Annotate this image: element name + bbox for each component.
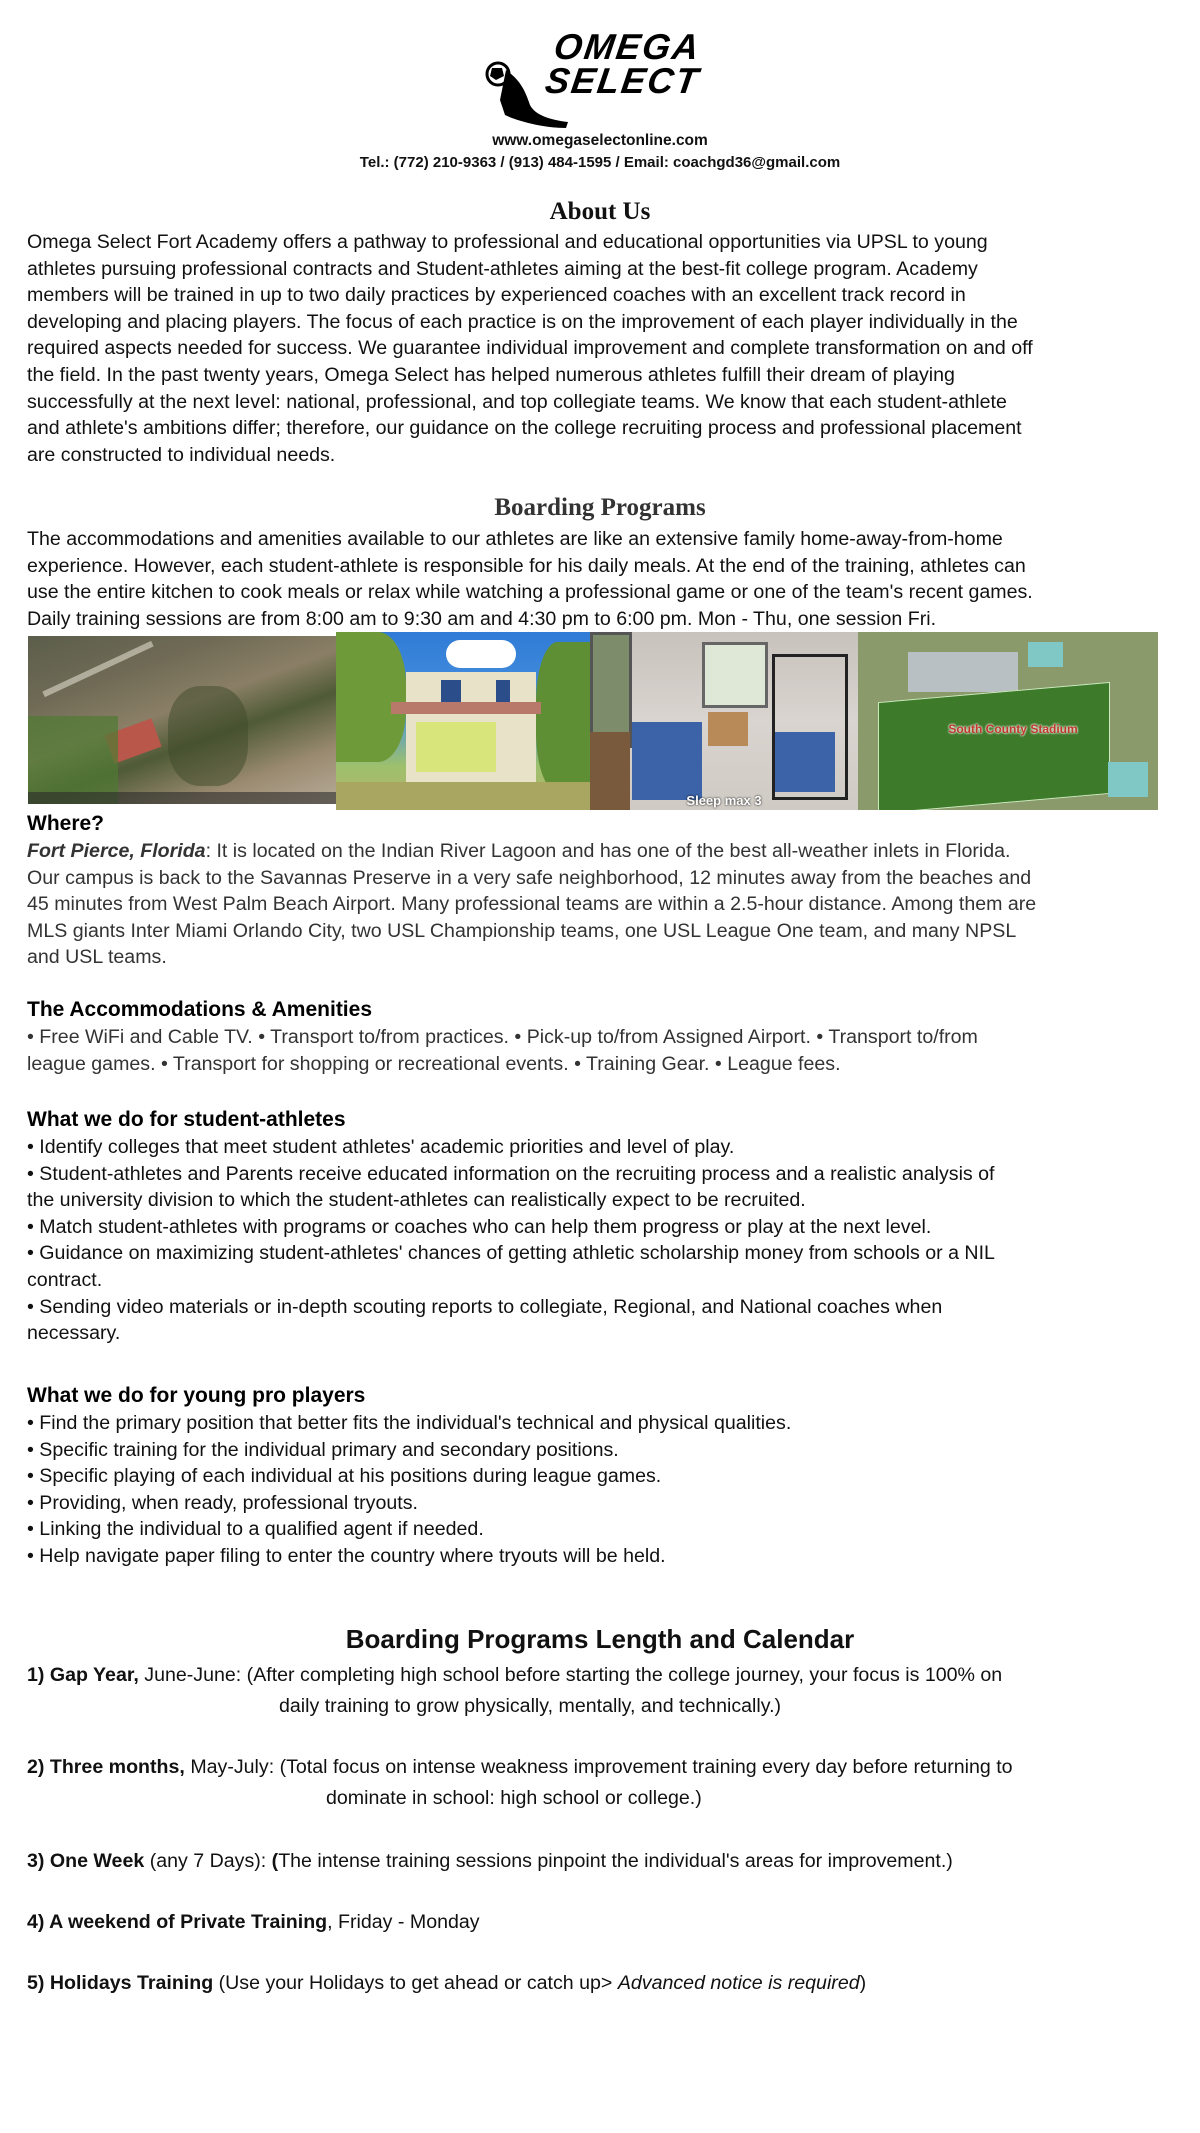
student-athletes-heading: What we do for student-athletes <box>27 1108 346 1131</box>
boarding-line: experience. However, each student-athlete is responsible for his daily meals. At the end of the training, athletes can <box>27 554 1026 577</box>
program-desc-cont: daily training to grow physically, mentally, and technically.) <box>279 1695 782 1717</box>
pro-players-list <box>27 1410 1177 1570</box>
program-weekend <box>27 1907 1177 1938</box>
where-line: 45 minutes from West Palm Beach Airport. Many professional teams are within a 2.5-hour distance. Among them are <box>27 893 1037 916</box>
stadium-photo <box>858 632 1158 810</box>
list-item: contract. <box>27 1268 103 1291</box>
program-desc: (any 7 Days): <box>144 1850 272 1872</box>
where-first-line <box>27 838 1177 865</box>
advance-notice-note: Advanced notice is required <box>617 1972 860 1994</box>
where-line: Our campus is back to the Savannas Preserve in a very safe neighborhood, 12 minutes away from the beaches and <box>27 866 1032 889</box>
boarding-programs-heading: Boarding Programs <box>494 494 706 521</box>
amenities-line: • Free WiFi and Cable TV. • Transport to/from practices. • Pick-up to/from Assigned Airport. • Transport to/from <box>27 1026 978 1048</box>
list-item: • Specific training for the individual primary and secondary positions. <box>27 1438 619 1461</box>
about-us-heading: About Us <box>549 198 651 225</box>
website-link[interactable]: www.omegaselectonline.com <box>492 132 708 149</box>
program-name: 5) Holidays Training <box>27 1972 214 1994</box>
aerial-neighborhood-photo <box>28 636 336 804</box>
logo-line-select: SELECT <box>542 60 703 101</box>
bedroom-caption: Sleep max 3 <box>686 793 762 808</box>
program-gap-year <box>27 1660 1177 1722</box>
program-desc: ) <box>859 1972 867 1994</box>
contact-line: Tel.: (772) 210-9363 / (913) 484-1595 / Email: coachgd36@gmail.com <box>359 154 841 171</box>
list-item: • Providing, when ready, professional tryouts. <box>27 1491 418 1514</box>
omega-select-logo <box>480 26 720 130</box>
program-three-months <box>27 1752 1177 1814</box>
about-line: successfully at the next level: national, professional, and top collegiate teams. We know that each student-athlete <box>27 390 1007 413</box>
program-name: 1) Gap Year, <box>27 1664 139 1686</box>
boarding-line: The accommodations and amenities available to our athletes are like an extensive family home-away-from-home <box>27 528 1003 550</box>
program-paren: ( <box>271 1850 279 1872</box>
list-item: • Help navigate paper filing to enter the country where tryouts will be held. <box>27 1544 666 1567</box>
list-item: necessary. <box>27 1322 121 1345</box>
about-line: are constructed to individual needs. <box>27 443 336 466</box>
cloud <box>446 640 516 668</box>
program-desc-cont: dominate in school: high school or college.) <box>326 1787 702 1809</box>
about-line: and athlete's ambitions differ; therefore, our guidance on the college recruiting process and professional placement <box>27 417 1022 440</box>
where-line: MLS giants Inter Miami Orlando City, two USL Championship teams, one USL League One team, and many NPSL <box>27 919 1017 942</box>
list-item: • Specific playing of each individual at his positions during league games. <box>27 1465 662 1488</box>
where-heading: Where? <box>27 812 105 835</box>
program-desc: (Use your Holidays to get ahead or catch up> <box>213 1972 618 1994</box>
list-item: • Student-athletes and Parents receive educated information on the recruiting process and a realistic analysis of <box>27 1162 995 1185</box>
list-item: • Linking the individual to a qualified agent if needed. <box>27 1518 484 1541</box>
calendar-heading: Boarding Programs Length and Calendar <box>345 1624 855 1654</box>
about-line: required aspects needed for success. We guarantee individual improvement and complete transformation on and off <box>27 337 1033 360</box>
list-item: • Find the primary position that better fits the individual's technical and physical qualities. <box>27 1412 792 1434</box>
location-label: Fort Pierce, Florida <box>27 840 206 862</box>
program-name: 2) Three months, <box>27 1756 185 1778</box>
student-athletes-list <box>27 1134 1177 1347</box>
program-desc: The intense training sessions pinpoint the individual's areas for improvement.) <box>278 1850 953 1872</box>
program-name: 3) One Week <box>27 1850 145 1872</box>
boarding-line: Daily training sessions are from 8:00 am to 9:30 am and 4:30 pm to 6:00 pm. Mon - Thu, one session Fri. <box>27 607 937 630</box>
where-paragraph <box>27 838 1177 971</box>
program-desc: , Friday - Monday <box>327 1911 480 1933</box>
program-desc: May-July: (Total focus on intense weakness improvement training every day before returning to <box>184 1756 1013 1778</box>
program-desc: June-June: (After completing high school before starting the college journey, your focus is 100% on <box>138 1664 1003 1686</box>
amenities-heading: The Accommodations & Amenities <box>27 998 373 1021</box>
boarding-line: use the entire kitchen to cook meals or relax while watching a professional game or one of the team's recent games. <box>27 581 1033 604</box>
about-line: athletes pursuing professional contracts and Student-athletes aiming at the best-fit college program. Academy <box>27 257 978 280</box>
boarding-paragraph <box>27 526 1177 632</box>
about-line: Omega Select Fort Academy offers a pathway to professional and educational opportunities via UPSL to young <box>27 231 988 253</box>
list-item: • Guidance on maximizing student-athletes' chances of getting athletic scholarship money from schools or a NIL <box>27 1242 995 1265</box>
pro-players-heading: What we do for young pro players <box>27 1384 366 1407</box>
house-photo <box>336 632 590 810</box>
stadium-caption: South County Stadium <box>948 722 1078 736</box>
program-holidays <box>27 1968 1177 1999</box>
bedroom-photo <box>590 632 858 810</box>
amenities-line: league games. • Transport for shopping or recreational events. • Training Gear. • League fees. <box>27 1052 841 1075</box>
list-item: • Sending video materials or in-depth scouting reports to collegiate, Regional, and National coaches when <box>27 1295 943 1318</box>
bed <box>632 722 702 800</box>
logo-line-omega: OMEGA <box>551 26 704 67</box>
list-item: the university division to which the student-athletes can realistically expect to be recruited. <box>27 1189 806 1212</box>
program-name: 4) A weekend of Private Training <box>27 1911 328 1933</box>
soccer-field <box>878 682 1110 810</box>
about-line: developing and placing players. The focus of each practice is on the improvement of each player individually in the <box>27 310 1018 333</box>
about-us-paragraph <box>27 229 1177 468</box>
amenities-list <box>27 1024 1177 1077</box>
where-line: and USL teams. <box>27 946 167 969</box>
about-line: members will be trained in up to two daily practices by experienced coaches with an excellent track record in <box>27 284 966 307</box>
list-item: • Identify colleges that meet student athletes' academic priorities and level of play. <box>27 1136 735 1158</box>
where-line: : It is located on the Indian River Lagoon and has one of the best all-weather inlets in Florida. <box>205 840 1011 862</box>
about-line: the field. In the past twenty years, Omega Select has helped numerous athletes fulfill their dream of playing <box>27 363 955 386</box>
program-one-week <box>27 1846 1177 1877</box>
list-item: • Match student-athletes with programs or coaches who can help them progress or play at the next level. <box>27 1215 932 1238</box>
